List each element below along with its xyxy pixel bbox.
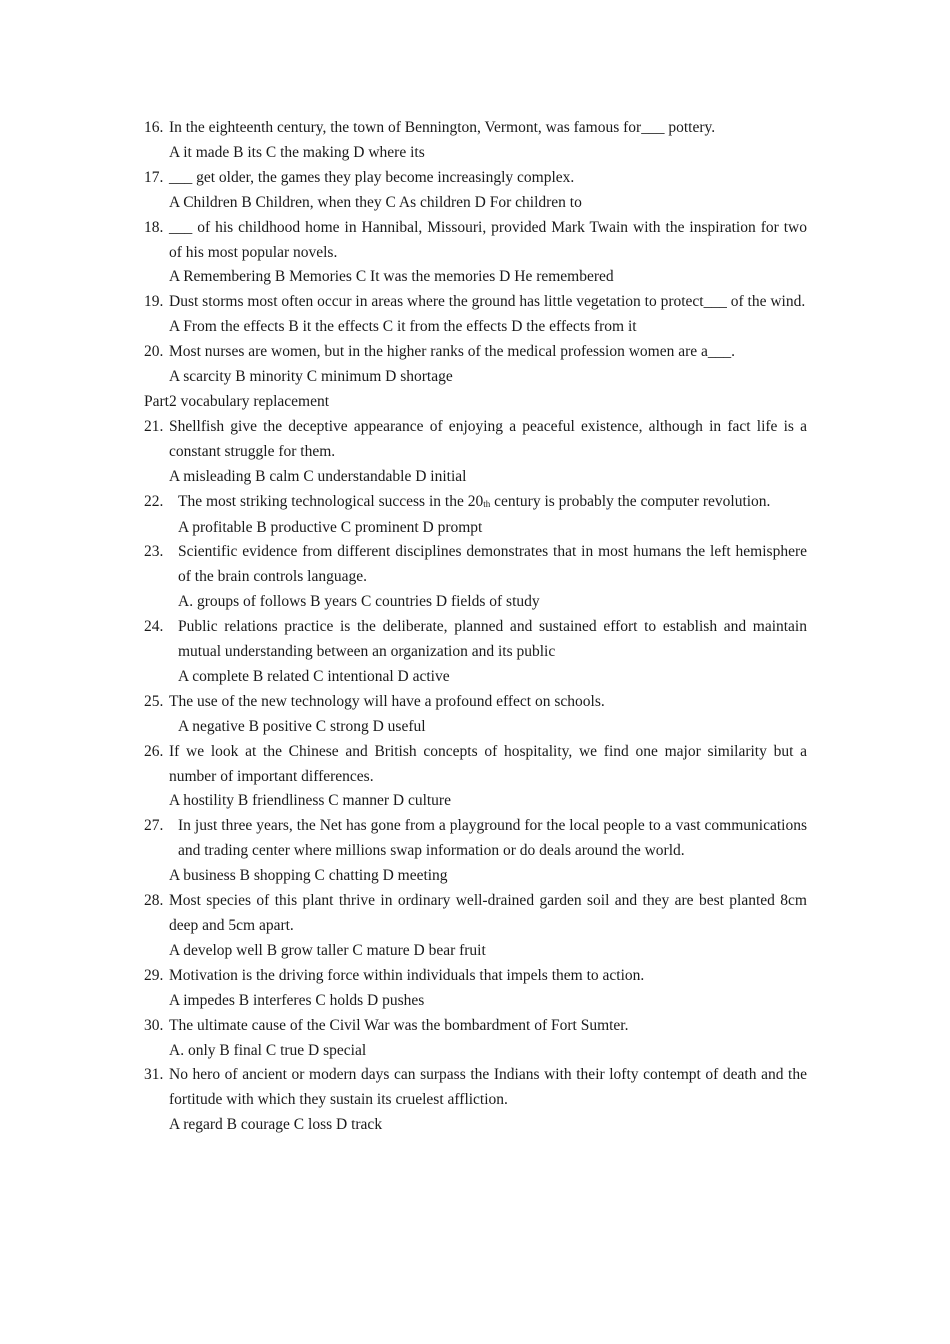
question-stem: In just three years, the Net has gone from a playground for the local people to a vast communications and trading center where millions swap information or do deals around the world. (178, 817, 807, 860)
answer-options: A regard B courage C loss D track (169, 1116, 383, 1134)
question-number: 26. (144, 742, 164, 760)
stem-part: century is probably the computer revolution. (490, 492, 771, 510)
question-number: 31. (144, 1066, 164, 1084)
answer-options: A develop well B grow taller C mature D bear fruit (169, 941, 486, 959)
question-number: 18. (144, 218, 164, 236)
question-stem: In the eighteenth century, the town of Bennington, Vermont, was famous for___ pottery. (169, 119, 716, 136)
question-24 (144, 615, 807, 690)
question-number: 28. (144, 892, 164, 910)
document-page (144, 116, 807, 1138)
question-22 (144, 490, 807, 541)
question-25 (144, 690, 807, 740)
question-stem: No hero of ancient or modern days can surpass the Indians with their lofty contempt of death and the fortitude with which they sustain its cruelest affliction. (169, 1066, 807, 1109)
question-number: 17. (144, 168, 164, 186)
question-stem: If we look at the Chinese and British concepts of hospitality, we find one major similarity but a number of important differences. (169, 742, 807, 785)
question-stem: Motivation is the driving force within individuals that impels them to action. (169, 966, 645, 984)
question-stem: The ultimate cause of the Civil War was the bombardment of Fort Sumter. (169, 1016, 629, 1034)
answer-options: A it made B its C the making D where its (169, 143, 425, 161)
question-stem (178, 490, 807, 516)
ordinal-suffix: th (483, 498, 491, 509)
answer-options: A From the effects B it the effects C it from the effects D the effects from it (169, 318, 637, 336)
question-29 (144, 964, 807, 1014)
stem-part: The most striking technological success in the 20 (178, 492, 484, 510)
question-number: 23. (144, 543, 164, 561)
question-number: 30. (144, 1016, 164, 1034)
question-number: 22. (144, 492, 164, 510)
question-number: 16. (144, 119, 164, 136)
question-number: 29. (144, 966, 164, 984)
question-stem: Most nurses are women, but in the higher ranks of the medical profession women are a___. (169, 343, 736, 361)
question-number: 27. (144, 817, 164, 835)
question-stem: Scientific evidence from different disciplines demonstrates that in most humans the left hemisphere of the brain controls language. (178, 543, 807, 586)
question-stem: Public relations practice is the deliberate, planned and sustained effort to establish and maintain mutual understanding between an organization and its public (178, 618, 807, 661)
question-21 (144, 415, 807, 490)
question-30 (144, 1014, 807, 1064)
question-stem: Most species of this plant thrive in ordinary well-drained garden soil and they are best planted 8cm deep and 5cm apart. (169, 892, 807, 934)
answer-options: A. groups of follows B years C countries D fields of study (178, 593, 540, 611)
question-number: 24. (144, 618, 164, 636)
question-23 (144, 540, 807, 615)
answer-options: A negative B positive C strong D useful (178, 717, 426, 735)
question-number: 25. (144, 692, 164, 710)
answer-options: A business B shopping C chatting D meeting (169, 867, 448, 885)
question-31 (144, 1063, 807, 1138)
question-stem: ___ of his childhood home in Hannibal, Missouri, provided Mark Twain with the inspiration for two of his most popular novels. (169, 218, 807, 261)
answer-options: A impedes B interferes C holds D pushes (169, 991, 425, 1009)
answer-options: A Children B Children, when they C As children D For children to (169, 193, 582, 211)
question-17 (144, 166, 807, 216)
question-27 (144, 814, 807, 889)
question-28 (144, 889, 807, 964)
question-16 (144, 116, 807, 166)
question-stem: Shellfish give the deceptive appearance of enjoying a peaceful existence, although in fact life is a constant struggle for them. (169, 417, 807, 460)
answer-options: A hostility B friendliness C manner D culture (169, 792, 451, 810)
answer-options: A misleading B calm C understandable D initial (169, 467, 467, 485)
question-20 (144, 340, 807, 390)
question-number: 20. (144, 343, 164, 361)
question-stem: ___ get older, the games they play become increasingly complex. (169, 168, 575, 186)
answer-options: A. only B final C true D special (169, 1041, 367, 1059)
answer-options: A profitable B productive C prominent D prompt (178, 518, 483, 536)
question-26 (144, 740, 807, 815)
question-number: 21. (144, 417, 164, 435)
section-heading: Part2 vocabulary replacement (144, 392, 330, 410)
answer-options: A complete B related C intentional D active (178, 667, 450, 685)
answer-options: A Remembering B Memories C It was the memories D He remembered (169, 268, 614, 286)
question-18 (144, 216, 807, 291)
question-stem: The use of the new technology will have a profound effect on schools. (169, 692, 605, 710)
question-number: 19. (144, 293, 164, 311)
question-stem: Dust storms most often occur in areas where the ground has little vegetation to protect___ of the wind. (169, 293, 806, 311)
question-19 (144, 290, 807, 340)
answer-options: A scarcity B minority C minimum D shortage (169, 368, 453, 386)
